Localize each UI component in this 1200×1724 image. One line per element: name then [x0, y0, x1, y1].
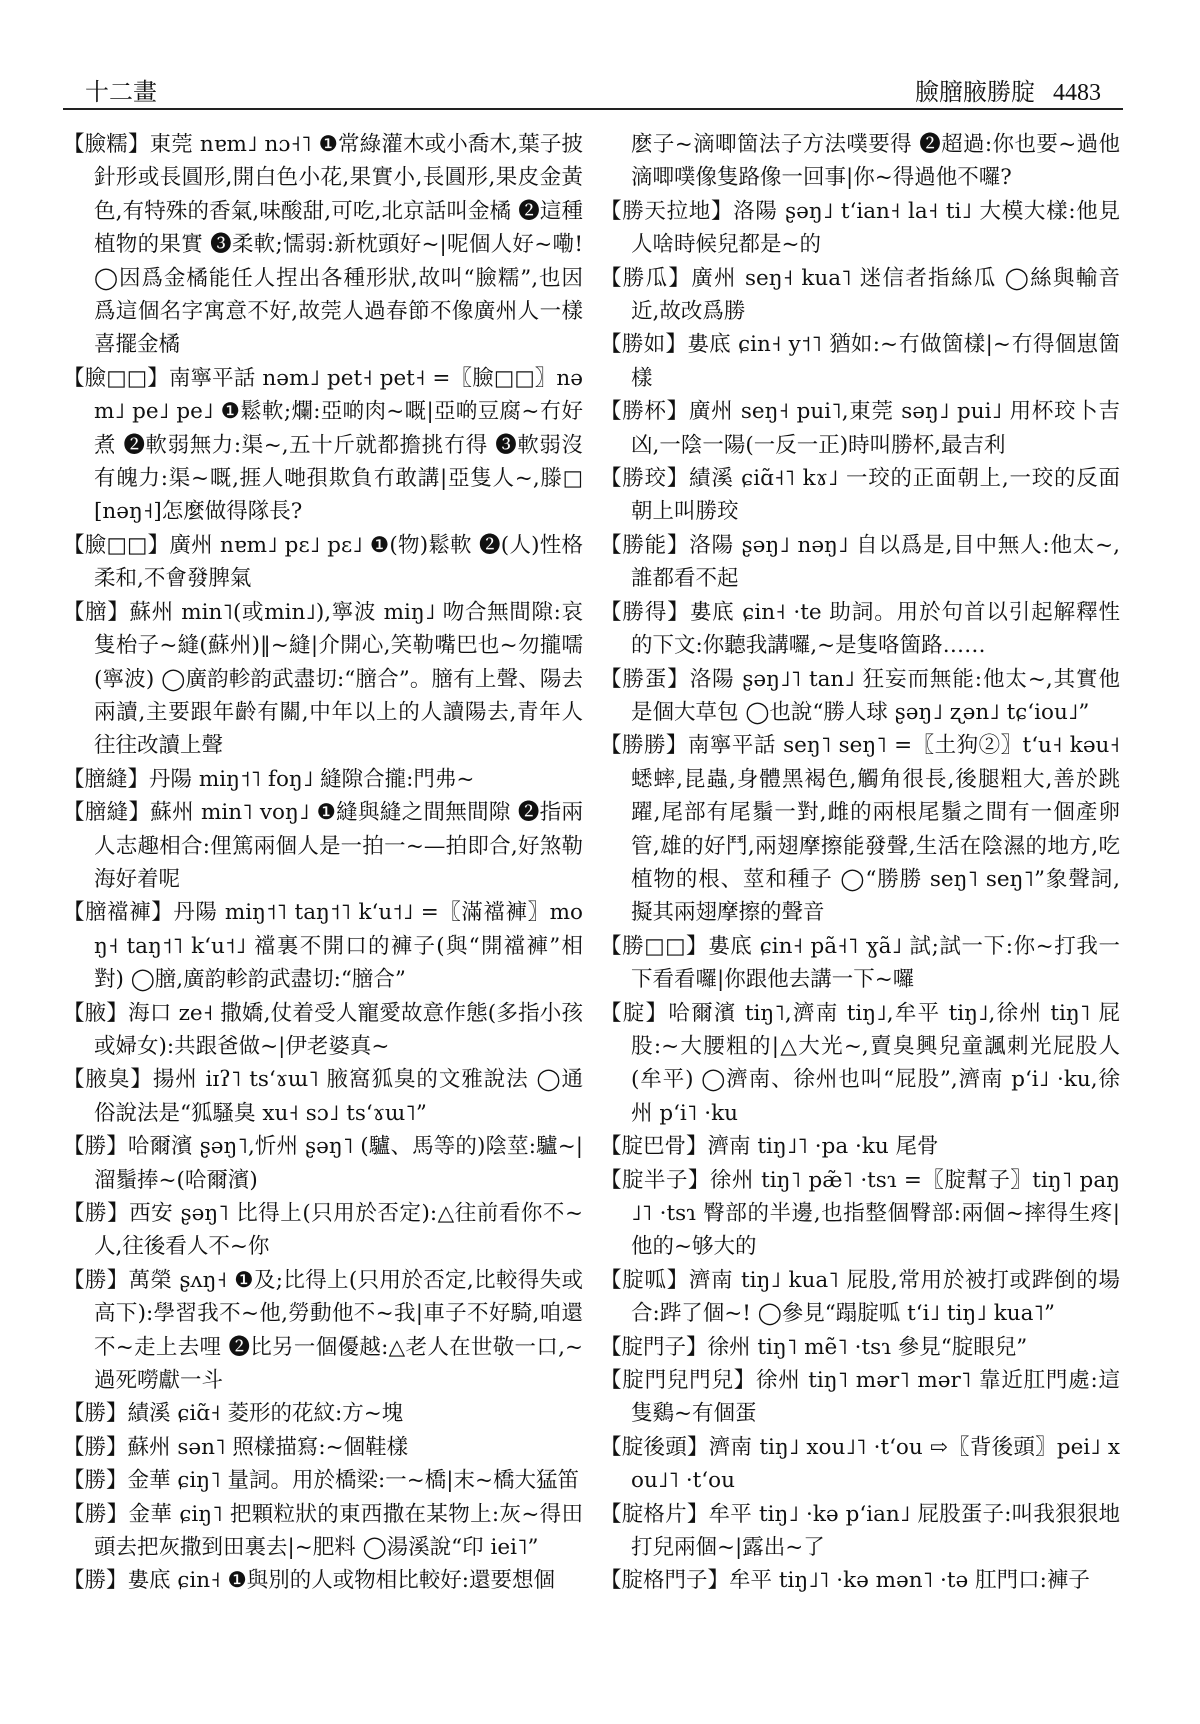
- dictionary-entry: 【勝】婁底 ɕin˧ ❶與別的人或物相比較好:還要想個: [63, 1568, 556, 1594]
- header-rule: [63, 108, 1123, 110]
- dictionary-entry: 【勝】哈爾濱 ʂəŋ˥,忻州 ʂəŋ˥ (驢、馬等的)陰莖:驢~|溜鬚捧~(哈爾濱): [63, 1134, 583, 1193]
- dictionary-entry: 【勝勝】南寧平話 seŋ˥ seŋ˥ =〖土狗②〗t‘u˧ kəu˧ 蟋蟀,昆蟲,身體黑褐色,觸角很長,後腿粗大,善於跳躍,尾部有尾鬚一對,雌的兩根尾鬚之間有一個產卵管,雄的好鬥,兩翅摩擦能發聲,生活在陰濕的地方,吃植物的根、莖和種子 ◯“勝勝 seŋ˥ seŋ˥”象聲詞,擬其兩翅摩擦的聲音: [600, 733, 1120, 926]
- dictionary-entry: 【腋】海口 ze˧ 撒嬌,仗着受人寵愛故意作態(多指小孩或婦女):共跟爸做~|伊老婆真~: [63, 1000, 583, 1059]
- dictionary-entry: 【腚呱】濟南 tiŋ˩ kua˥ 屁股,常用於被打或跸倒的場合:跸了個~! ◯參見“蹋腚呱 t‘i˩ tiŋ˩ kua˥”: [600, 1267, 1120, 1327]
- dictionary-entry: 【腚巴骨】濟南 tiŋ˩˥ ·pa ·ku 尾骨: [600, 1134, 939, 1160]
- dictionary-entry: 【腚半子】徐州 tiŋ˥ pæ̃˥ ·tsɿ =〖腚幫子〗tiŋ˥ paŋ˩˥ ·tsɿ 臀部的半邊,也指整個臀部:兩個~摔得生疼|他的~够大的: [600, 1167, 1120, 1260]
- dictionary-entry: 【膪縫】蘇州 min˥ voŋ˩ ❶縫與縫之間無間隙 ❷指兩人志趣相合:俚篤兩個人是一拍一~—拍即合,好煞勒海好着呢: [63, 800, 583, 892]
- dictionary-entry: 【勝天拉地】洛陽 ʂəŋ˩ t‘ian˧ la˧ ti˩ 大模大樣:他見人啥時候兒都是~的: [600, 198, 1120, 258]
- dictionary-entry: 【腚】哈爾濱 tiŋ˥,濟南 tiŋ˩,牟平 tiŋ˩,徐州 tiŋ˥ 屁股:~大腰粗的|△大光~,賣臭興兒童諷刺光屁股人(牟平) ◯濟南、徐州也叫“屁股”,濟南 p‘i˩ ·ku,徐州 p‘i˥ ·ku: [600, 1000, 1120, 1126]
- dictionary-entry: 【膪縫】丹陽 miŋ˦˥ foŋ˩ 縫隙合攏:門弗~: [63, 766, 475, 792]
- dictionary-entry: 【膪襠褲】丹陽 miŋ˦˥ taŋ˦˥ k‘u˦˩ =〖滿襠褲〗moŋ˧ taŋ˦˥ k‘u˦˩ 襠裏不開口的褲子(與“開襠褲”相對) ◯膪,廣韵軫韵武盡切:“膪合”: [63, 900, 583, 993]
- dictionary-entry: 【腚後頭】濟南 tiŋ˩ xou˩˥ ·t‘ou ⇨〖背後頭〗pei˩ xou˩˥ ·t‘ou: [600, 1434, 1120, 1494]
- running-head: [915, 72, 1101, 107]
- dictionary-entry: 【勝】金華 ɕiŋ˥ 把顆粒狀的東西撒在某物上:灰~得田頭去把灰撒到田裏去|~肥料 ◯湯溪說“印 iei˥”: [63, 1501, 583, 1561]
- right-column: [600, 128, 1120, 1598]
- dictionary-entry: 【勝】績溪 ɕiɑ̃˧ 菱形的花紋:方~塊: [63, 1401, 404, 1427]
- section-label: 十二畫: [85, 78, 157, 106]
- dictionary-entry: 【勝】萬榮 ʂʌŋ˧ ❶及;比得上(只用於否定,比較得失或高下):學習我不~他,勞動他不~我|車子不好騎,咱還不~走上去哩 ❷比另一個優越:△老人在世敬一口,~過死嘮獻一斗: [63, 1267, 583, 1394]
- headwords-label: 臉膪腋勝腚: [915, 78, 1035, 106]
- dictionary-entry: 【勝珓】績溪 ɕiɑ̃˧˥ kɤ˩ 一珓的正面朝上,一珓的反面朝上叫勝珓: [600, 466, 1120, 525]
- dictionary-entry: 【勝】蘇州 sən˥ 照樣描寫:~個鞋樣: [63, 1434, 409, 1460]
- dictionary-entry: 【腚門子】徐州 tiŋ˥ mẽ˥ ·tsɿ 參見“腚眼兒”: [600, 1334, 1028, 1360]
- dictionary-entry: 【腚格門子】牟平 tiŋ˩˥ ·kə mən˥ ·tə 肛門口:褲子: [600, 1568, 1090, 1594]
- dictionary-entry: 【勝□□】婁底 ɕin˧ pã˧˥ ɣã˩ 試;試一下:你~打我一下看看囉|你跟他去講一下~囉: [600, 933, 1120, 993]
- dictionary-entry: 【膪】蘇州 min˥(或min˩),寧波 miŋ˩ 吻合無間隙:哀隻枱子~縫(蘇州)‖~縫|介開心,笑勒嘴巴也~勿攏嚅(寧波) ◯廣韵軫韵武盡切:“膪合”。膪有上聲、陽去兩讀,主要跟年齡有關,中年以上的人讀陽去,青年人往往改讀上聲: [63, 599, 583, 759]
- page-header: [63, 62, 1123, 106]
- dictionary-entry: 【勝】西安 ʂəŋ˥ 比得上(只用於否定):△往前看你不~人,往後看人不~你: [63, 1201, 583, 1260]
- dictionary-entry: 【臉糯】東莞 nɐm˩ nɔ˧˥ ❶常綠灌木或小喬木,葉子披針形或長圓形,開白色小花,果實小,長圓形,果皮金黃色,有特殊的香氣,味酸甜,可吃,北京話叫金橘 ❷這種植物的果實 ❸柔軟;懦弱:新枕頭好~|呢個人好~嘞! ◯因爲金橘能任人捏出各種形狀,故叫“臉糯”,也因爲這個名字寓意不好,故莞人過春節不像廣州人一樣喜擺金橘: [63, 132, 583, 358]
- dictionary-entry: 【勝瓜】廣州 seŋ˧ kua˥ 迷信者指絲瓜 ◯絲與輸音近,故改爲勝: [600, 265, 1120, 325]
- dictionary-entry: 【腚格片】牟平 tiŋ˩ ·kə p‘ian˩ 屁股蛋子:叫我狠狠地打兒兩個~|露出~了: [600, 1501, 1120, 1561]
- dictionary-entry: 【勝蛋】洛陽 ʂəŋ˩˥ tan˩ 狂妄而無能:他太~,其實他是個大草包 ◯也說“勝人球 ʂəŋ˩ ʐən˩ tɕ‘iou˩”: [600, 666, 1120, 725]
- dictionary-entry: 【臉□□】南寧平話 nəm˩ pet˧ pet˧ =〖臉□□〗nəm˩ pe˩ pe˩ ❶鬆軟;爛:亞啲肉~嘅|亞啲豆腐~冇好煮 ❷軟弱無力:渠~,五十斤就都擔挑冇得 ❸軟弱沒有魄力:渠~嘅,捱人哋孭欺負冇敢講|亞隻人~,滕□[nəŋ˧]怎麼做得隊長?: [63, 365, 583, 525]
- dictionary-entry: 【臉□□】廣州 nɐm˩ pɛ˩ pɛ˩ ❶(物)鬆軟 ❷(人)性格柔和,不會發脾氣: [63, 532, 583, 592]
- dictionary-entry-continued: 麽子~滴唧箇法子方法噗要得 ❷超過:你也要~過他滴唧噗像隻路像一回事|你~得過他不囉?: [631, 132, 1120, 191]
- page-number: 4483: [1053, 80, 1101, 106]
- dictionary-entry: 【勝】金華 ɕiŋ˥ 量詞。用於橋梁:一~橋|末~橋大猛笛: [63, 1468, 580, 1494]
- dictionary-entry: 【勝能】洛陽 ʂəŋ˩ nəŋ˩ 自以爲是,目中無人:他太~,誰都看不起: [600, 532, 1120, 592]
- left-column: [63, 128, 583, 1598]
- dictionary-entry: 【勝杯】廣州 seŋ˧ pui˥,東莞 səŋ˩ pui˩ 用杯珓卜吉凶,一陰一陽(一反一正)時叫勝杯,最吉利: [600, 399, 1120, 458]
- dictionary-entry: 【腋臭】揚州 iɪʔ˥ ts‘ɤɯ˥ 腋窩狐臭的文雅說法 ◯通俗說法是“狐騷臭 xu˧ sɔ˩ ts‘ɤɯ˥”: [63, 1067, 583, 1126]
- dictionary-entry: 【勝如】婁底 ɕin˧ y˦˥ 猶如:~冇做箇樣|~冇得個崽箇樣: [600, 332, 1120, 391]
- dictionary-entry: 【腚門兒門兒】徐州 tiŋ˥ mər˥ mər˥ 靠近肛門處:這隻鷄~有個蛋: [600, 1368, 1120, 1427]
- dictionary-entry: 【勝得】婁底 ɕin˧ ·te 助詞。用於句首以引起解釋性的下文:你聽我講囉,~是隻咯箇路……: [600, 599, 1120, 659]
